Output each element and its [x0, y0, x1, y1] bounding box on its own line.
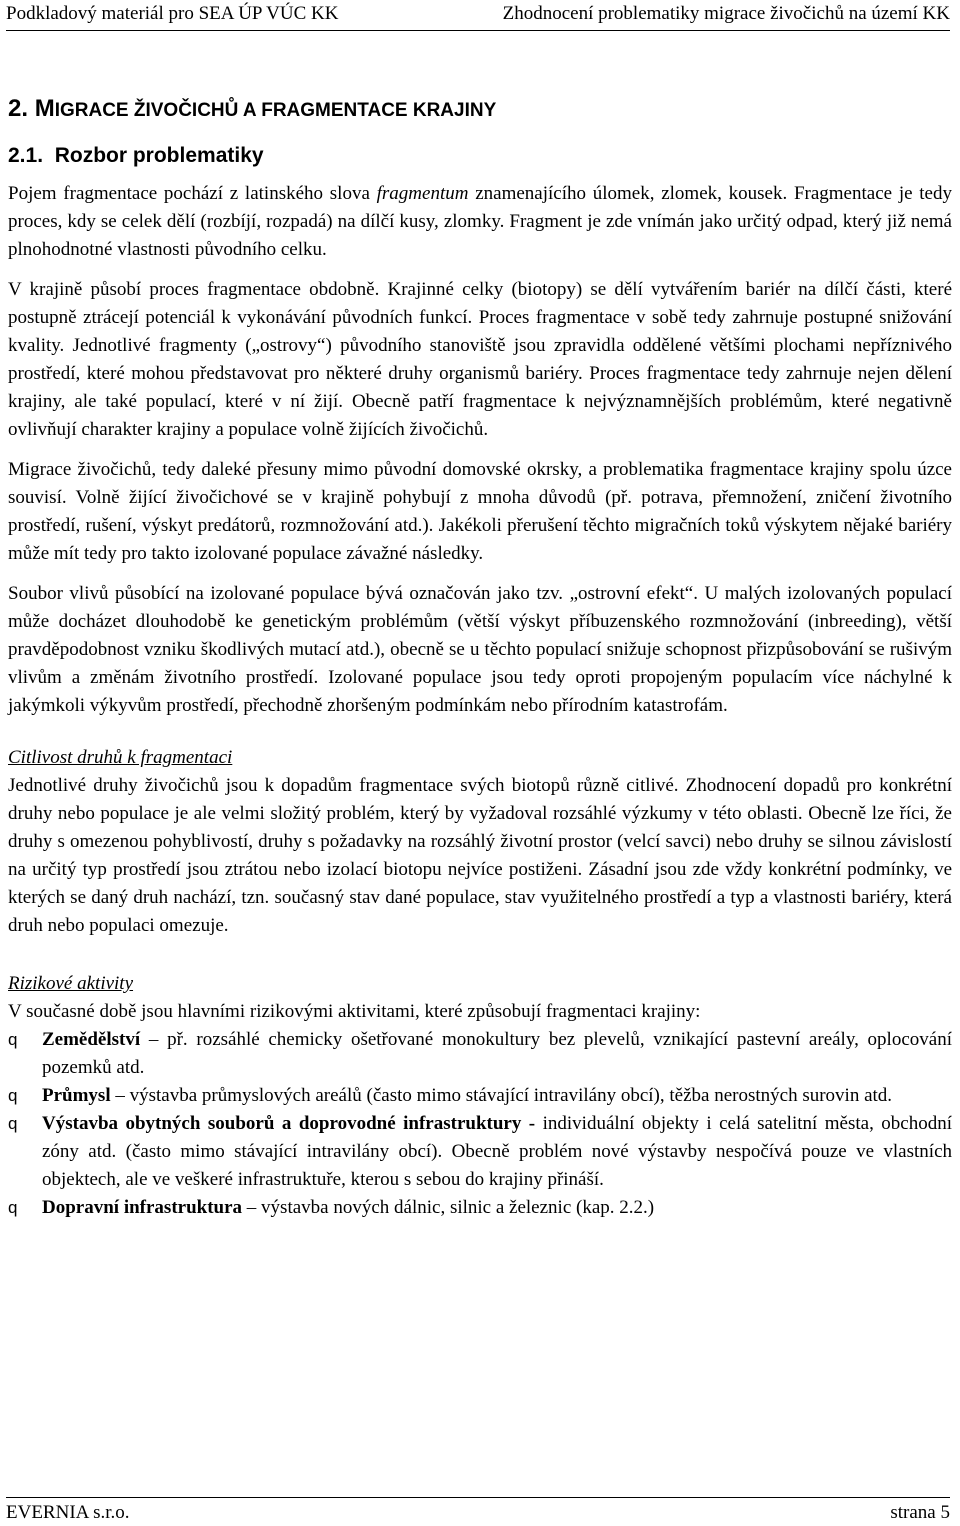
- paragraph-sensitivity: Jednotlivé druhy živočichů jsou k dopadům fragmentace svých biotopů různě citlivé. Zhodnocení dopadů pro konkrétní druhy nebo populace je ale velmi složitý problém, který by vyžadoval rozsáhlé výzkumy v této oblasti. Obecně lze říci, že druhy s omezenou pohyblivostí, druhy s požadavky na rozsáhlý životní prostor (velcí savci) nebo druhy se silnou závislostí na určitý typ prostředí jsou ztrátou nebo izolací biotopu nejvíce postiženi. Zásadní jsou zde vždy konkrétní podmínky, ve kterých se daný druh nachází, tzn. současný stav dané populace, stav využitelného prostředí a typ a vlastnosti bariéry, která druh nebo populaci omezuje.: [8, 775, 952, 936]
- risk-text: – př. rozsáhlé chemicky ošetřované monokultury bez plevelů, vznikající pastevní areály, oplocování pozemků atd.: [42, 1029, 952, 1078]
- bullet-icon: q: [8, 1030, 18, 1049]
- risk-term: Výstavba obytných souborů a doprovodné infrastruktury -: [42, 1113, 536, 1134]
- chapter-title-rest: IGRACE ŽIVOČICHŮ A FRAGMENTACE KRAJINY: [54, 100, 497, 121]
- risk-term: Dopravní infrastruktura: [42, 1197, 243, 1218]
- chapter-heading: [8, 94, 952, 126]
- risk-intro: V současné době jsou hlavními rizikovými aktivitami, které způsobují fragmentaci krajiny:: [8, 1001, 701, 1022]
- risk-text: – výstavba nových dálnic, silnic a železnic (kap. 2.2.): [242, 1197, 655, 1218]
- list-item: [8, 1026, 952, 1082]
- page-header: [6, 0, 950, 31]
- header-chapter-title: Zhodnocení problematiky migrace živočichů na území KK: [502, 3, 950, 24]
- paragraph-island-effect: Soubor vlivů působící na izolované populace bývá označován jako tzv. „ostrovní efekt“. U malých izolovaných populací může docházet dlouhodobě ke genetickým problémům (větší výskyt příbuzenského rozmnožování (inbreeding), větší pravděpodobnost vzniku škodlivých mutací atd.), obecně se u těchto populací snižuje schopnost přizpůsobování se rušivým vlivům a změnám životního prostředí. Izolované populace jsou tedy oproti propojeným populacím více náchylné k jakýmkoli výkyvům prostředí, přechodně zhoršeným podmínkám nebo přírodním katastrofám.: [8, 583, 952, 716]
- chapter-first-letter: M: [34, 95, 55, 122]
- header-document-title: Podkladový materiál pro SEA ÚP VÚC KK: [6, 3, 339, 24]
- risk-text: – výstavba průmyslových areálů (často mimo stávající intravilány obcí), těžba nerostných surovin atd.: [110, 1085, 893, 1106]
- list-item: [8, 1194, 952, 1222]
- section-number: 2.1.: [8, 144, 44, 167]
- bullet-icon: q: [8, 1198, 18, 1217]
- bullet-icon: q: [8, 1114, 18, 1133]
- chapter-number: 2.: [8, 95, 29, 122]
- text-run: znamenajícího úlomek, zlomek, kousek. Fragmentace je tedy proces, kdy se celek dělí (rozbíjí, rozpadá) na dílčí kusy, zlomky. Fragment je zde vnímán jako určitý odpad, který již nemá plnohodnotné vlastnosti původního celku.: [8, 183, 952, 260]
- document-body: [8, 94, 952, 1222]
- list-item: [8, 1082, 952, 1110]
- footer-company: EVERNIA s.r.o.: [6, 1502, 130, 1523]
- risk-list: [8, 1026, 952, 1222]
- risk-term: Zemědělství: [42, 1029, 141, 1050]
- list-item: [8, 1110, 952, 1194]
- subheading-risk-activities: Rizikové aktivity: [8, 973, 134, 994]
- section-title: Rozbor problematiky: [54, 144, 264, 167]
- section-heading: [8, 142, 952, 170]
- page-footer: [6, 1497, 950, 1523]
- subheading-sensitivity: Citlivost druhů k fragmentaci: [8, 747, 233, 768]
- bullet-icon: q: [8, 1086, 18, 1105]
- latin-term: fragmentum: [376, 183, 469, 204]
- risk-text: individuální objekty i celá satelitní města, obchodní zóny atd. (často mimo stávající intravilány obcí). Obecně problém nové výstavby nespočívá pouze ve vlastních objektech, ale ve veškeré infrastruktuře, kterou s sebou do krajiny přináší.: [42, 1113, 953, 1190]
- page-number: strana 5: [890, 1502, 950, 1523]
- text-run: Pojem fragmentace pochází z latinského slova: [8, 183, 377, 204]
- paragraph-migration: Migrace živočichů, tedy daleké přesuny mimo původní domovské okrsky, a problematika fragmentace krajiny spolu úzce souvisí. Volně žijící živočichové se v krajině pohybují z mnoha důvodů (př. potrava, přemnožení, zničení životního prostředí, rušení, výskyt predátorů, rozmnožování atd.). Jakékoli přerušení těchto migračních toků výskytem nějaké bariéry může mít tedy pro takto izolované populace závažné následky.: [8, 459, 952, 564]
- paragraph-fragmentation-definition: [8, 180, 952, 264]
- paragraph-landscape-fragmentation: V krajině působí proces fragmentace obdobně. Krajinné celky (biotopy) se dělí vytvářením bariér na dílčí části, které postupně ztrácejí potenciál k vykonávání původních funkcí. Proces fragmentace v sobě tedy zahrnuje postupné snižování kvality. Jednotlivé fragmenty („ostrovy“) původního stanoviště jsou zpravidla oddělené většími plochami nepříznivého prostředí, které mohou představovat pro některé druhy organismů bariéry. Proces fragmentace tedy zahrnuje nejen dělení krajiny, ale také populací, které v ní žijí. Obecně patří fragmentace k nejvýznamnějších problémům, které negativně ovlivňují charakter krajiny a populace volně žijících živočichů.: [8, 279, 952, 440]
- risk-term: Průmysl: [42, 1085, 111, 1106]
